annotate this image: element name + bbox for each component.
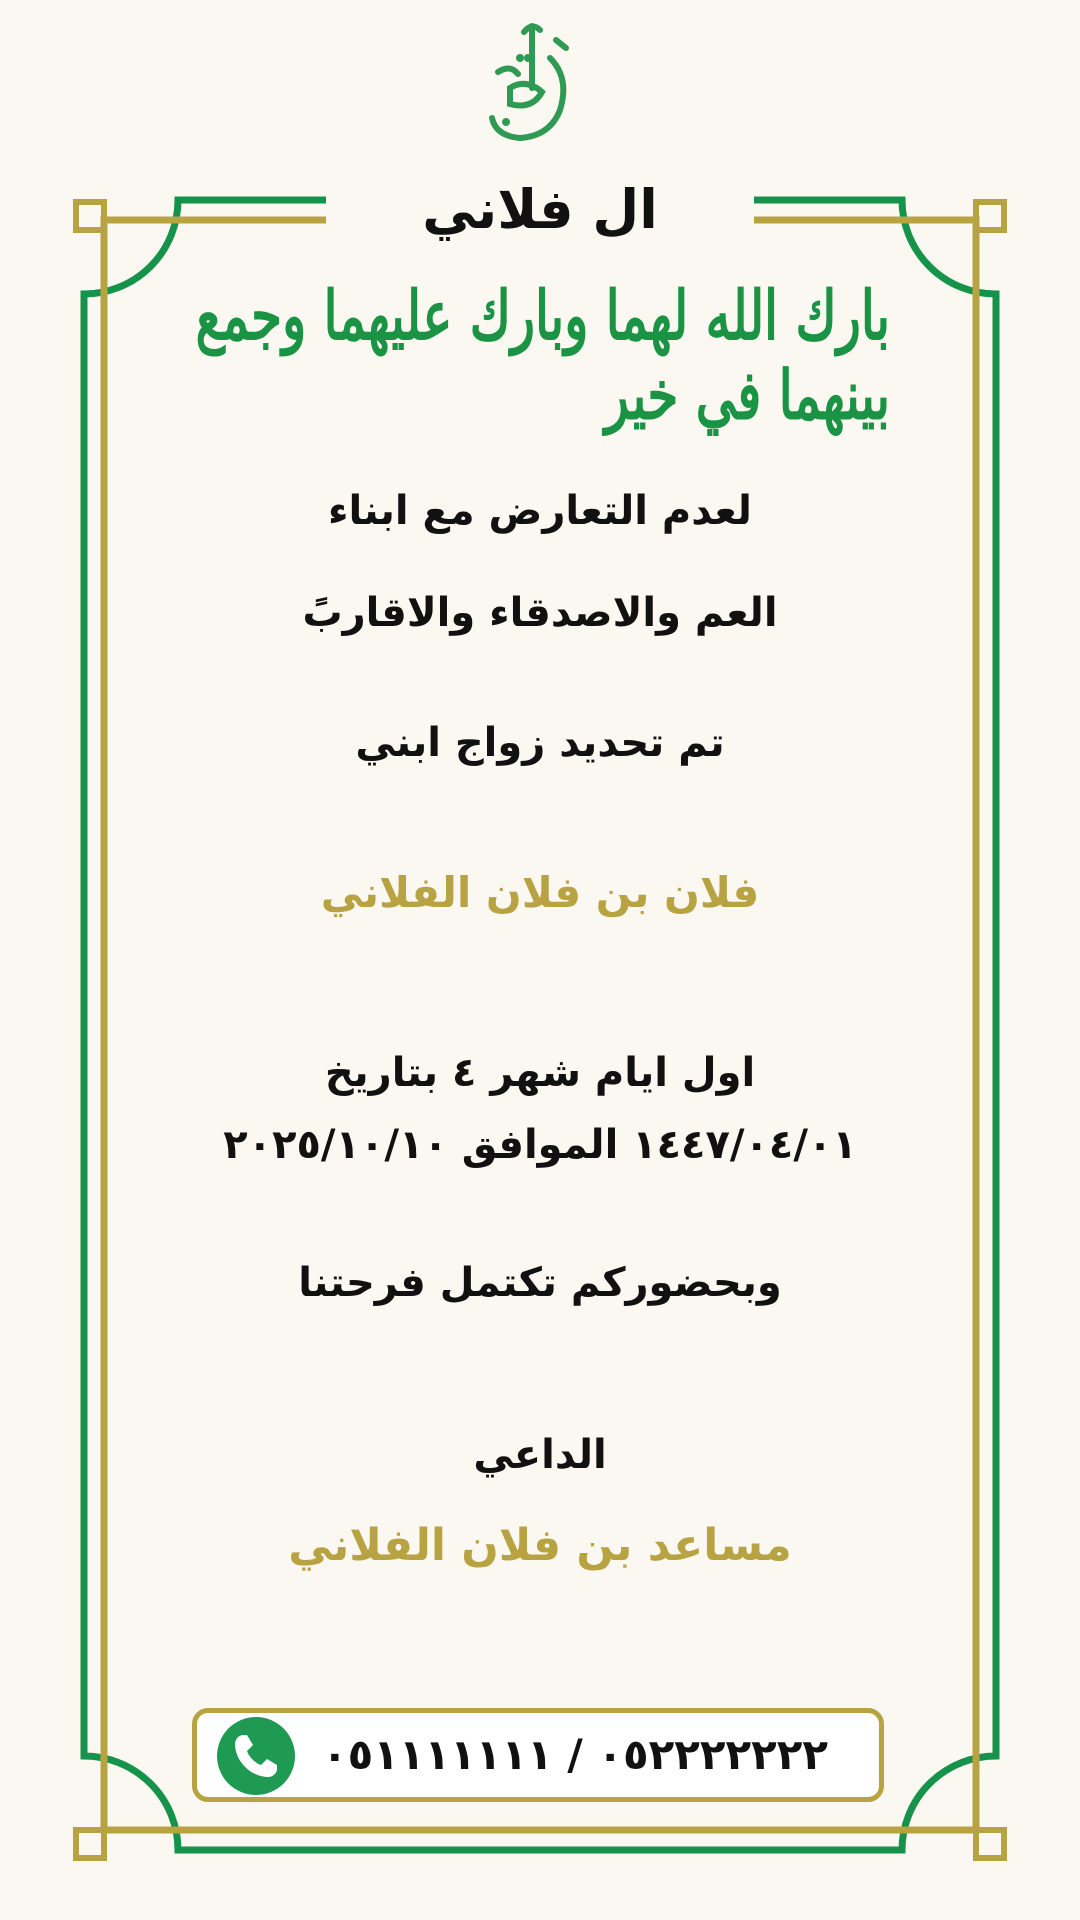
date-line-dates: ١٤٤٧/٠٤/٠١ الموافق ٢٠٢٥/١٠/١٠ (223, 1122, 857, 1168)
blessing-text: بارك الله لهما وبارك عليهما وجمع بينهما في خير (195, 275, 890, 435)
inviter-name: مساعد بن فلان الفلاني (288, 1520, 792, 1571)
date-line-hijri-month: اول ايام شهر ٤ بتاريخ (324, 1050, 756, 1096)
invite-line-3: تم تحديد زواج ابني (355, 720, 725, 766)
closing-line: وبحضوركم تكتمل فرحتنا (298, 1260, 782, 1306)
gold-frame-border (104, 220, 976, 1830)
phone-icon[interactable] (217, 1717, 295, 1795)
family-name: ال فلاني (422, 178, 658, 241)
invite-line-2: العم والاصدقاء والاقاربً (302, 590, 778, 636)
gold-inner-line (112, 240, 968, 1814)
inviter-label: الداعي (473, 1432, 607, 1478)
contact-box (192, 1708, 884, 1802)
phone-numbers[interactable]: ٠٥٢٢٢٢٢٢٢ / ٠٥١١١١١١١ (322, 1730, 829, 1779)
blessing-calligraphy (190, 275, 890, 435)
gold-corner-squares (76, 202, 1004, 1858)
green-frame-border (84, 200, 996, 1850)
groom-name: فلان بن فلان الفلاني (320, 868, 760, 917)
brand-logo (470, 18, 590, 150)
invite-line-1: لعدم التعارض مع ابناء (328, 488, 752, 534)
